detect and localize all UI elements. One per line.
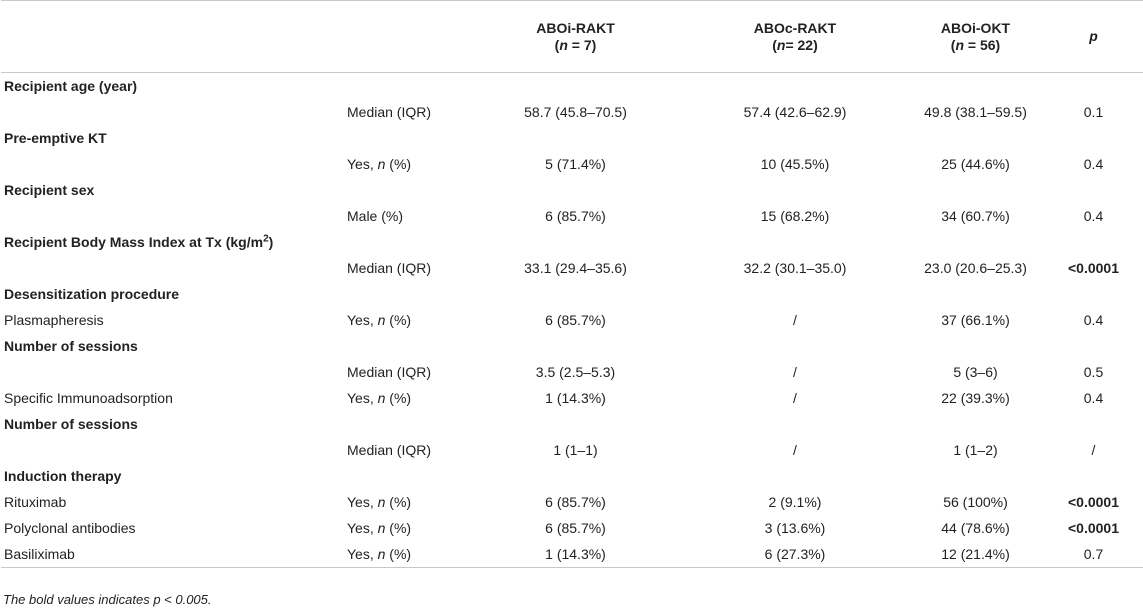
table-row	[1, 99, 1143, 125]
cell-aboc-rakt: 15 (68.2%)	[760, 207, 830, 224]
row-label	[1, 99, 347, 125]
cell-aboi-rakt: 6 (85.7%)	[545, 311, 606, 328]
cell-aboc-rakt: 32.2 (30.1–35.0)	[743, 259, 847, 276]
cell-aboc-rakt: /	[793, 311, 797, 328]
cell-aboi-okt: 56 (100%)	[943, 493, 1008, 510]
footnote: The bold values indicates p < 0.005.	[3, 592, 212, 607]
header-empty-1	[1, 1, 347, 73]
cell-aboc-rakt: 10 (45.5%)	[760, 155, 830, 172]
row-stat	[347, 385, 470, 411]
cell-p: <0.0001	[1068, 493, 1119, 510]
section-row	[1, 177, 1143, 203]
table-row	[1, 515, 1143, 541]
header-aboc-rakt-label: ABOc-RAKT	[753, 19, 837, 36]
table-row	[1, 541, 1143, 568]
cell-p: 0.4	[1083, 207, 1104, 224]
cell-aboi-okt: 1 (1–2)	[953, 441, 998, 458]
row-label: Specific Immunoadsorption	[4, 389, 173, 406]
row-stat: Median (IQR)	[347, 441, 432, 458]
section-row	[1, 125, 1143, 151]
row-stat	[347, 489, 470, 515]
section-title-desensitization: Desensitization procedure	[4, 285, 180, 302]
data-table	[1, 0, 1143, 568]
row-label	[1, 151, 347, 177]
stat-n: n	[377, 493, 386, 510]
header-aboi-okt-n: n	[955, 36, 965, 53]
stat-suffix: (%)	[385, 493, 412, 510]
cell-aboc-rakt: 57.4 (42.6–62.9)	[743, 103, 847, 120]
stat-prefix: Yes,	[347, 389, 378, 406]
table-row	[1, 489, 1143, 515]
stat-suffix: (%)	[385, 545, 412, 562]
row-label	[1, 359, 347, 385]
header-aboi-rakt: ABOi-RAKT (n = 7)	[536, 19, 615, 53]
row-stat	[347, 541, 470, 568]
section-row	[1, 333, 1143, 359]
header-aboc-rakt: ABOc-RAKT (n= 22)	[753, 19, 837, 53]
table-row	[1, 385, 1143, 411]
stat-n: n	[377, 389, 386, 406]
section-title-sessions: Number of sessions	[4, 415, 138, 432]
stat-prefix: Yes,	[347, 493, 378, 510]
stat-n: n	[377, 545, 386, 562]
row-stat: Median (IQR)	[347, 363, 432, 380]
section-title-sex: Recipient sex	[4, 181, 95, 198]
row-label: Rituximab	[4, 493, 67, 510]
section-title-bmi	[1, 229, 1143, 255]
row-stat: Median (IQR)	[347, 259, 432, 276]
header-row	[1, 1, 1143, 73]
row-label	[1, 437, 347, 463]
row-label: Basiliximab	[4, 545, 75, 562]
cell-aboi-rakt: 1 (1–1)	[553, 441, 598, 458]
stat-suffix: (%)	[385, 389, 412, 406]
row-stat: Male (%)	[347, 207, 404, 224]
stat-prefix: Yes,	[347, 311, 378, 328]
cell-aboi-okt: 44 (78.6%)	[941, 519, 1010, 536]
cell-aboc-rakt: /	[793, 441, 797, 458]
section-title-induction: Induction therapy	[4, 467, 122, 484]
section-row	[1, 281, 1143, 307]
cell-p: 0.4	[1083, 311, 1104, 328]
cell-aboc-rakt: 3 (13.6%)	[764, 519, 826, 536]
cell-aboi-rakt: 1 (14.3%)	[545, 389, 606, 406]
header-empty-2	[347, 1, 470, 73]
table-row	[1, 151, 1143, 177]
cell-p: 0.5	[1083, 363, 1104, 380]
header-aboi-okt: ABOi-OKT (n = 56)	[940, 19, 1011, 53]
bmi-title-text: Recipient Body Mass Index at Tx (kg/m	[4, 233, 264, 250]
header-aboi-rakt-n: n	[559, 36, 568, 53]
cell-aboi-okt: 5 (3–6)	[953, 363, 998, 380]
row-stat	[347, 307, 470, 333]
cell-aboc-rakt: /	[793, 363, 797, 380]
cell-p: <0.0001	[1068, 259, 1119, 276]
header-p	[1042, 1, 1143, 73]
section-row	[1, 229, 1143, 255]
section-row	[1, 411, 1143, 437]
cell-aboi-okt: 34 (60.7%)	[941, 207, 1010, 224]
header-aboi-okt-count: = 56	[964, 36, 996, 53]
stat-prefix: Yes,	[347, 155, 378, 172]
bmi-title-sup: 2	[263, 232, 269, 244]
cell-aboi-rakt: 6 (85.7%)	[545, 207, 606, 224]
section-title-sessions: Number of sessions	[4, 337, 138, 354]
cell-p: /	[1091, 441, 1096, 458]
row-stat	[347, 515, 470, 541]
cell-aboi-okt: 12 (21.4%)	[941, 545, 1010, 562]
table-row	[1, 359, 1143, 385]
cell-aboc-rakt: /	[793, 389, 797, 406]
header-aboi-okt-label: ABOi-OKT	[940, 19, 1011, 36]
header-aboc-rakt-n: n	[776, 36, 786, 53]
stat-suffix: (%)	[385, 519, 412, 536]
cell-p: <0.0001	[1068, 519, 1119, 536]
cell-aboi-rakt: 6 (85.7%)	[545, 519, 606, 536]
row-label	[1, 203, 347, 229]
cell-p: 0.4	[1083, 155, 1104, 172]
section-row	[1, 463, 1143, 489]
cell-aboi-rakt: 3.5 (2.5–5.3)	[535, 363, 616, 380]
section-row	[1, 73, 1143, 100]
section-title-pre-emptive: Pre-emptive KT	[4, 129, 107, 146]
cell-aboi-okt: 23.0 (20.6–25.3)	[924, 259, 1027, 276]
section-title-age: Recipient age (year)	[4, 77, 138, 94]
cell-aboi-okt: 22 (39.3%)	[941, 389, 1010, 406]
header-p-label: p	[1089, 28, 1098, 44]
cell-aboi-okt: 25 (44.6%)	[941, 155, 1010, 172]
cell-aboi-okt: 49.8 (38.1–59.5)	[924, 103, 1027, 120]
stat-suffix: (%)	[385, 311, 412, 328]
cell-aboi-okt: 37 (66.1%)	[941, 311, 1010, 328]
stat-n: n	[377, 519, 386, 536]
cell-p: 0.4	[1083, 389, 1104, 406]
cell-aboc-rakt: 2 (9.1%)	[768, 493, 822, 510]
cell-aboi-rakt: 58.7 (45.8–70.5)	[524, 103, 627, 120]
header-aboi-rakt-count: = 7	[567, 36, 592, 53]
table-row	[1, 307, 1143, 333]
bmi-title-end: )	[268, 233, 274, 250]
cell-p: 0.1	[1083, 103, 1104, 120]
cell-aboi-rakt: 33.1 (29.4–35.6)	[524, 259, 627, 276]
stat-prefix: Yes,	[347, 545, 378, 562]
header-aboi-rakt-label: ABOi-RAKT	[536, 19, 615, 36]
stat-n: n	[377, 311, 386, 328]
row-stat: Median (IQR)	[347, 103, 432, 120]
stat-prefix: Yes,	[347, 519, 378, 536]
cell-aboi-rakt: 6 (85.7%)	[545, 493, 606, 510]
cell-p: 0.7	[1083, 545, 1104, 562]
cell-aboi-rakt: 5 (71.4%)	[545, 155, 606, 172]
cell-aboi-rakt: 1 (14.3%)	[545, 545, 606, 562]
table-row	[1, 255, 1143, 281]
table-row	[1, 437, 1143, 463]
row-label: Polyclonal antibodies	[4, 519, 136, 536]
table-row	[1, 203, 1143, 229]
stat-suffix: (%)	[385, 155, 412, 172]
header-aboc-rakt-count: = 22	[785, 36, 814, 53]
row-label	[1, 255, 347, 281]
stat-n: n	[377, 155, 386, 172]
row-stat	[347, 151, 470, 177]
row-label: Plasmapheresis	[4, 311, 104, 328]
cell-aboc-rakt: 6 (27.3%)	[764, 545, 826, 562]
